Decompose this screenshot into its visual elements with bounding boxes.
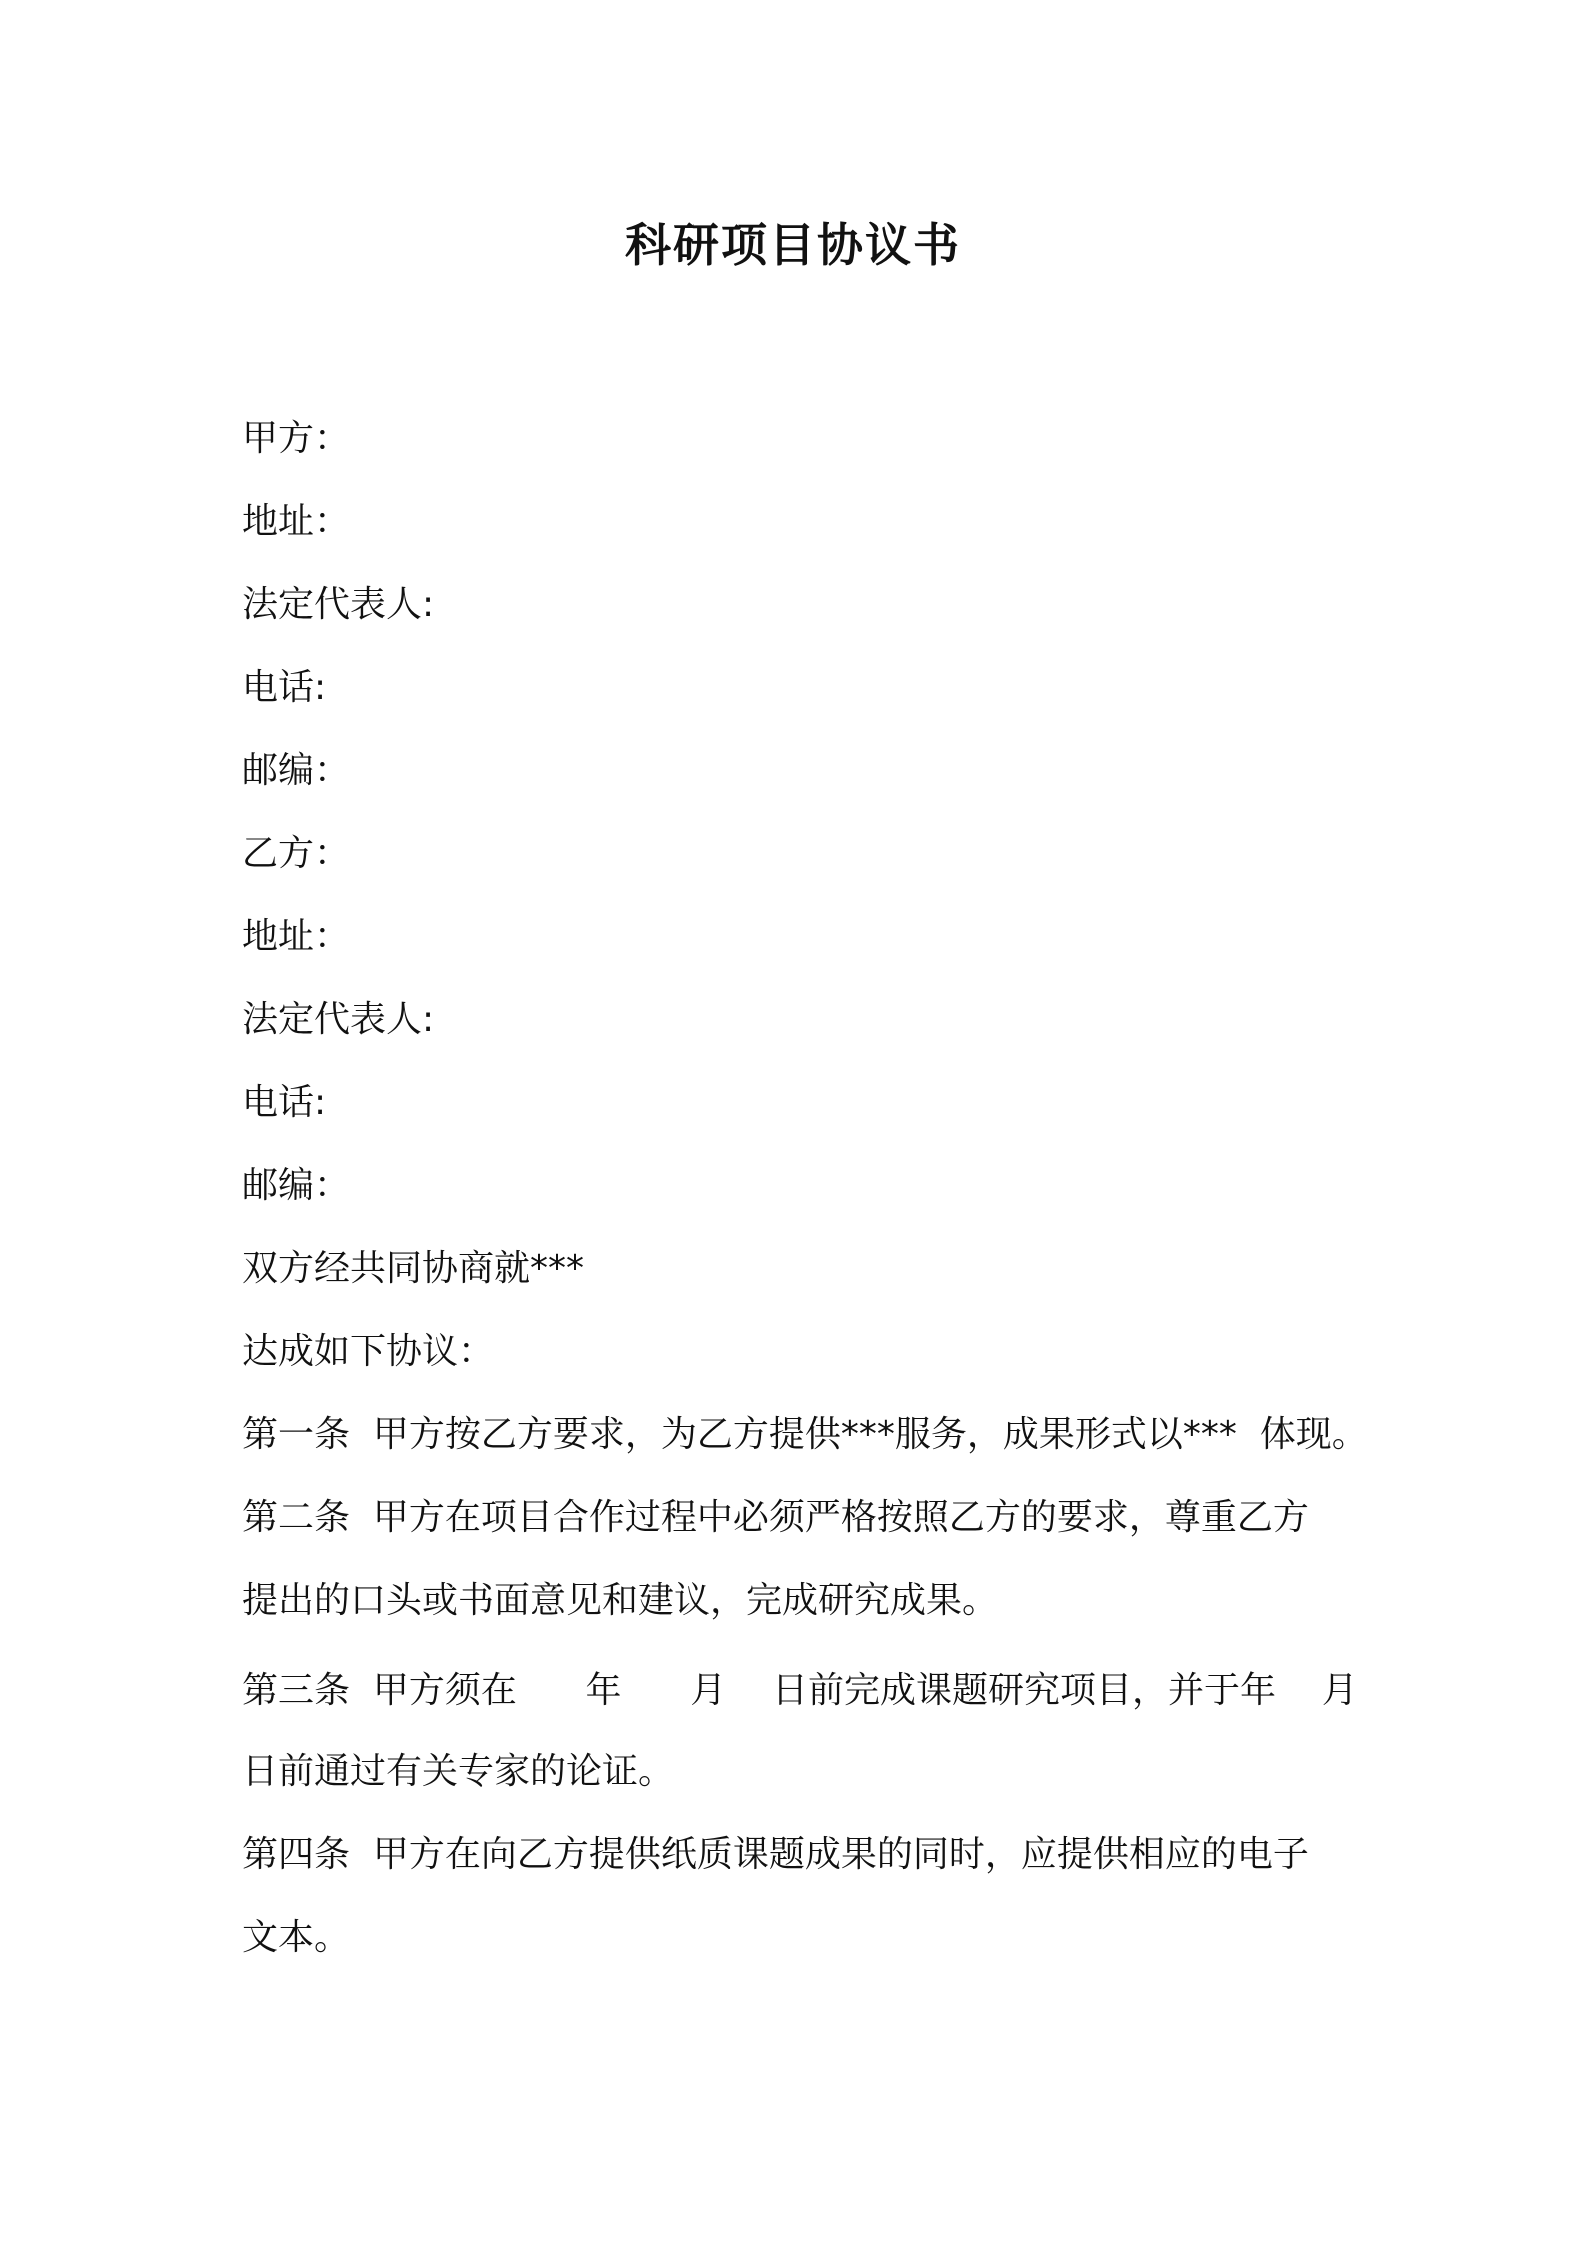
party-b-name-label: 乙方： — [242, 833, 351, 874]
party-b-postcode-label: 邮编： — [242, 1165, 351, 1206]
party-b-representative-label: 法定代表人: — [242, 999, 435, 1040]
party-b-address-label: 地址： — [242, 916, 351, 957]
clause-4-line-2: 文本。 — [242, 1917, 351, 1958]
clause-2-line-1: 第二条 甲方在项目合作过程中必须严格按照乙方的要求，尊重乙方 — [242, 1497, 1309, 1538]
clause-3-line-1: 第三条 甲方须在 年 月 日前完成课题研究项目，并于年 月 — [242, 1670, 1358, 1711]
preamble-line-2: 达成如下协议： — [242, 1331, 495, 1372]
party-a-representative-label: 法定代表人: — [242, 584, 435, 625]
party-a-name-label: 甲方： — [242, 418, 351, 459]
clause-2-line-2: 提出的口头或书面意见和建议，完成研究成果。 — [242, 1580, 999, 1621]
party-a-phone-label: 电话: — [242, 667, 327, 708]
party-a-postcode-label: 邮编： — [242, 750, 351, 791]
party-b-phone-label: 电话: — [242, 1082, 327, 1123]
clause-3-line-2: 日前通过有关专家的论证。 — [242, 1751, 675, 1792]
party-a-address-label: 地址： — [242, 501, 351, 542]
clause-4-line-1: 第四条 甲方在向乙方提供纸质课题成果的同时，应提供相应的电子 — [242, 1834, 1309, 1875]
document-title: 科研项目协议书 — [625, 218, 961, 272]
clause-1: 第一条 甲方按乙方要求，为乙方提供***服务，成果形式以*** 体现。 — [242, 1414, 1368, 1455]
preamble-line-1: 双方经共同协商就*** — [242, 1248, 585, 1289]
